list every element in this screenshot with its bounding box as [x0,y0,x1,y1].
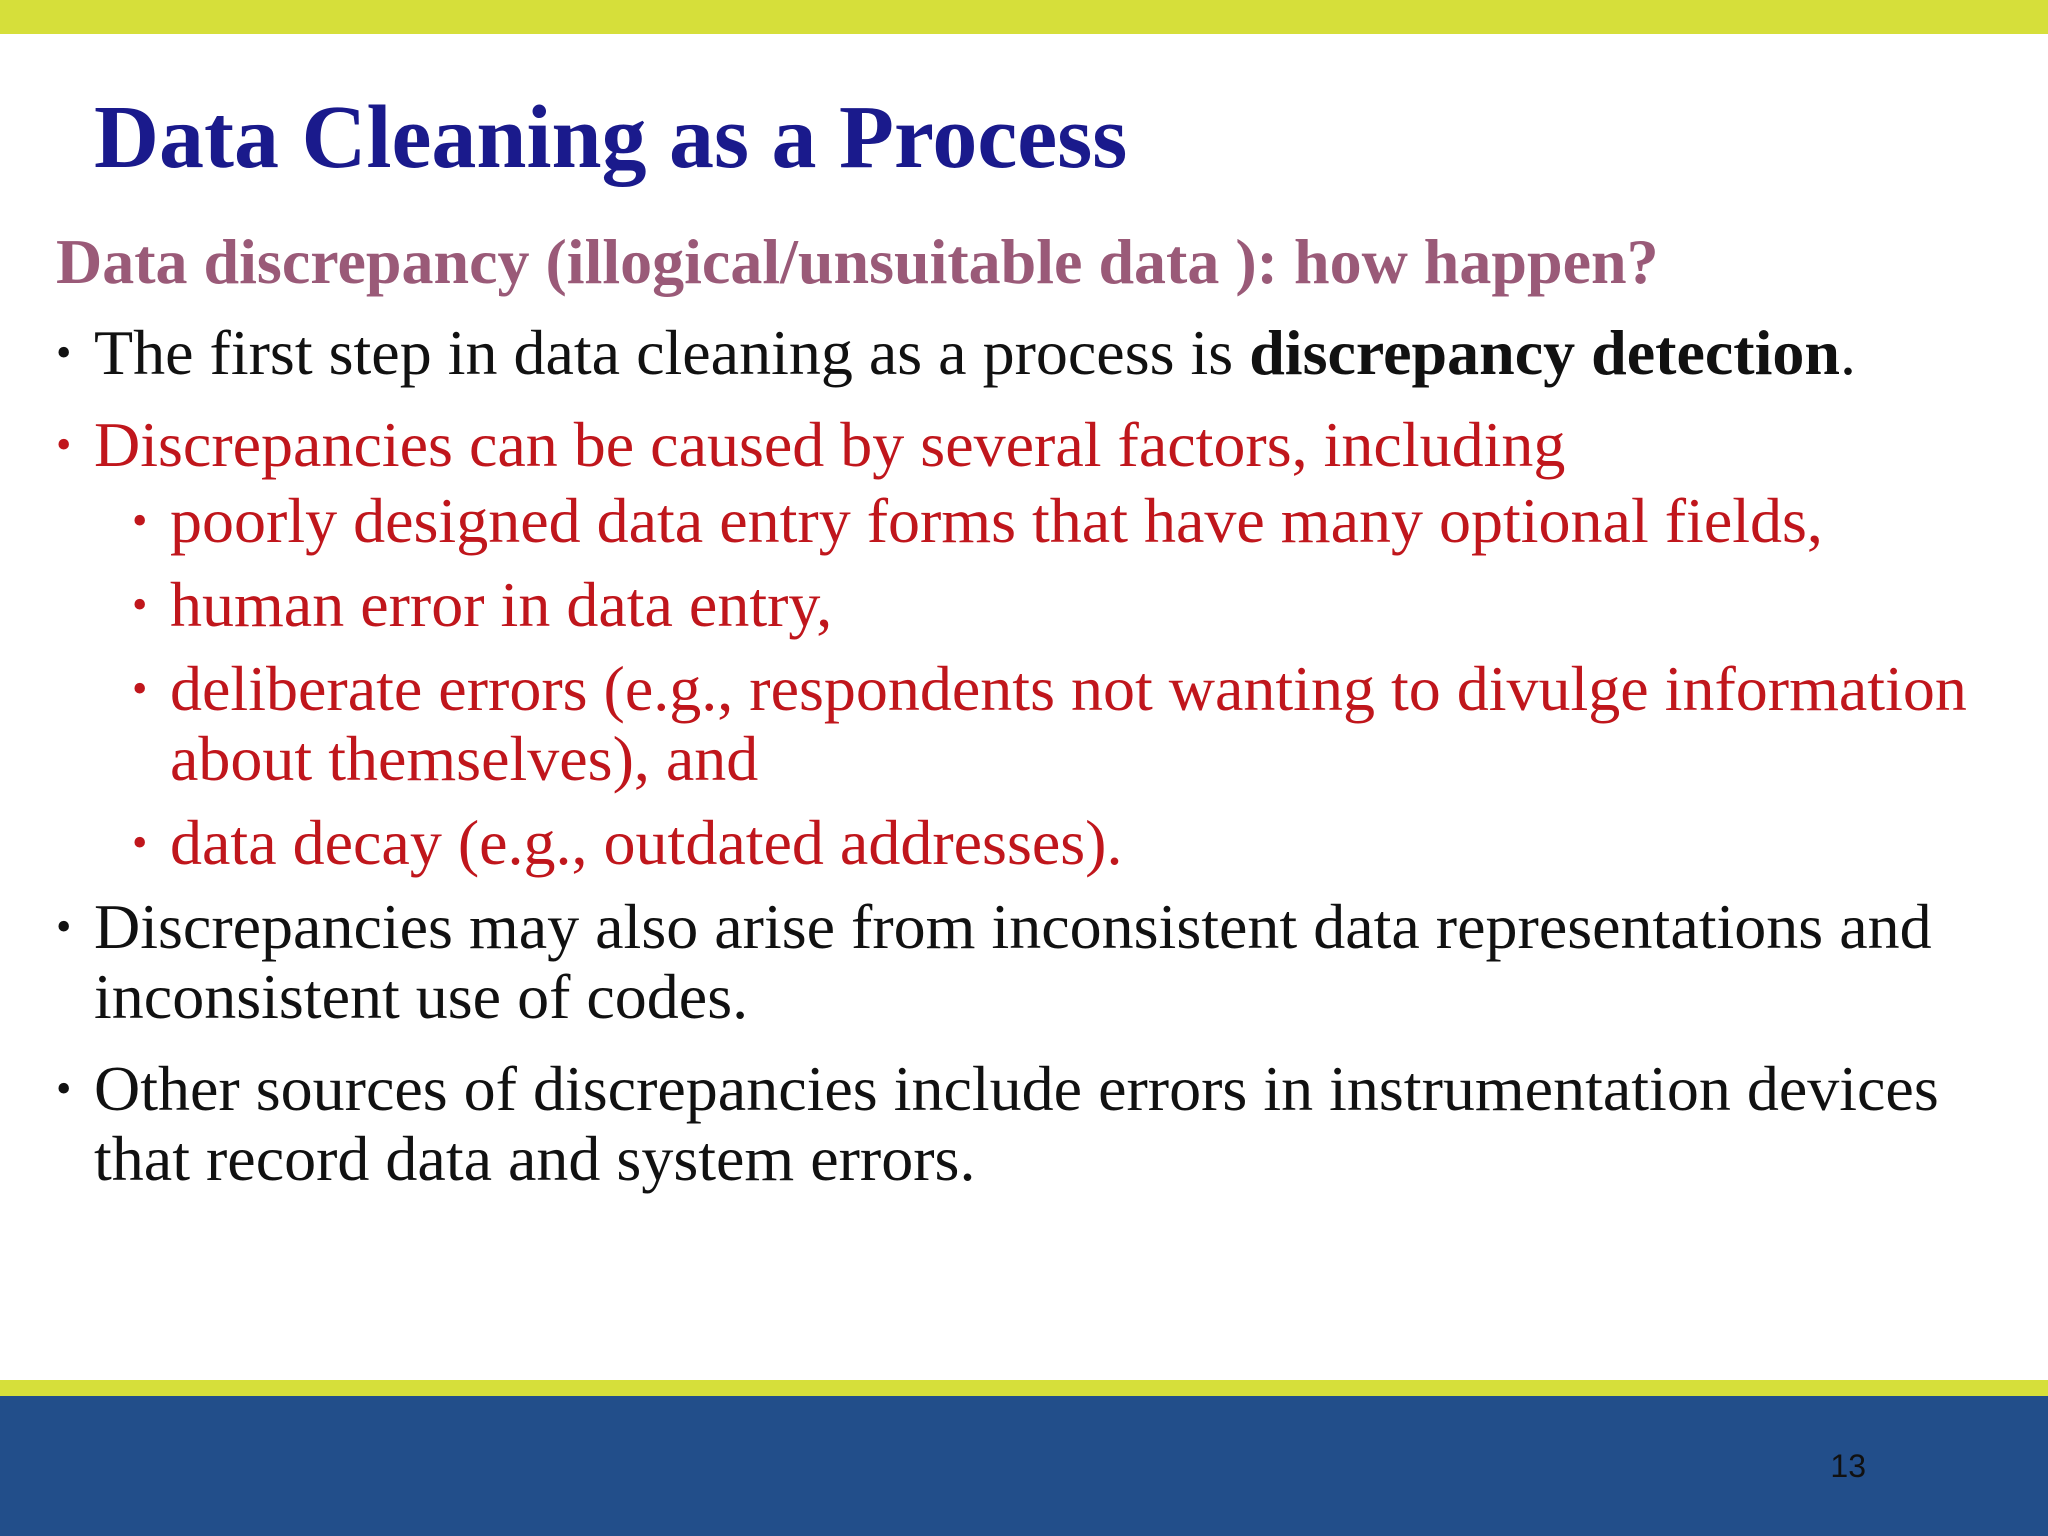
bullet-dot: • [56,328,72,377]
bullet-dot: • [132,664,148,713]
bullet-dot: • [132,496,148,545]
slide-content [0,318,2048,1194]
footer-band [0,1396,2048,1536]
bullet-dot: • [56,1064,72,1113]
bullet-item [0,410,2014,480]
bullet-text: Discrepancies may also arise from inconsistent data representations and inconsistent use of codes. [94,891,1932,1032]
bullet-text: Other sources of discrepancies include errors in instrumentation devices that record data and system errors. [94,1053,1939,1194]
footer-accent-line [0,1380,2048,1396]
page-number: 13 [1830,1448,1866,1484]
bullet-dot: • [56,420,72,469]
slide-subtitle: Data discrepancy (illogical/unsuitable data ): how happen? [56,226,1659,297]
bullet-text: The first step in data cleaning as a process is [94,317,1250,388]
bullet-dot: • [132,580,148,629]
sub-bullet-item [0,808,1990,878]
bullet-text-end: . [1839,317,1856,388]
top-accent-bar [0,0,2048,34]
sub-bullet-text: poorly designed data entry forms that have many optional fields, [170,485,1823,556]
sub-bullet-item [0,654,1990,794]
bullet-bold-term: discrepancy detection [1249,317,1840,388]
bullet-dot: • [132,818,148,867]
slide-title: Data Cleaning as a Process [94,88,1128,187]
bullet-item [0,1054,2014,1194]
sub-bullet-text: human error in data entry, [170,569,833,640]
sub-bullet-text: deliberate errors (e.g., respondents not wanting to divulge information about themselves), and [170,653,1967,794]
bullet-item [0,318,2014,388]
bullet-text: Discrepancies can be caused by several factors, including [94,409,1566,480]
sub-bullet-item [0,486,1990,556]
sub-bullet-item [0,570,1990,640]
bullet-dot: • [56,902,72,951]
sub-bullet-text: data decay (e.g., outdated addresses). [170,807,1123,878]
bullet-item [0,892,2014,1032]
